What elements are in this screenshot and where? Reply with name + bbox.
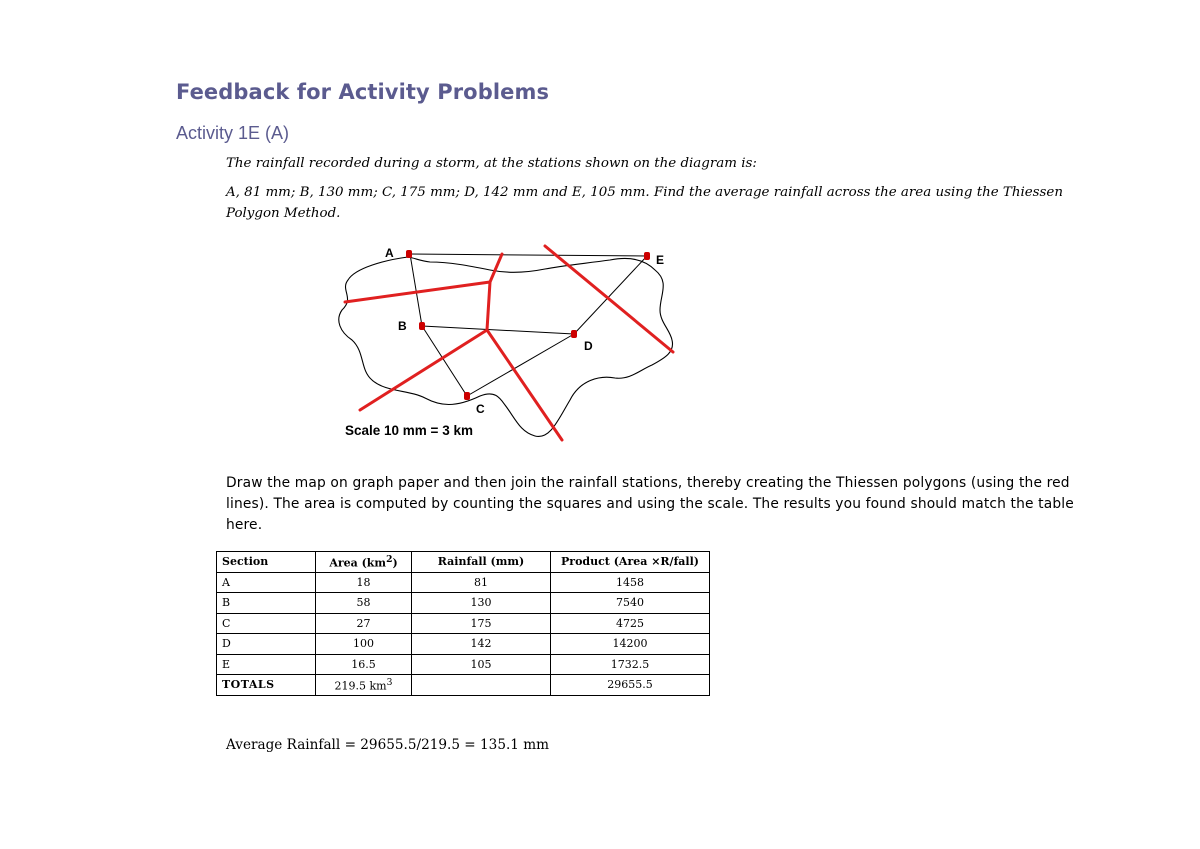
station-b-label: B	[398, 319, 407, 333]
catchment-boundary	[339, 257, 673, 437]
station-d-label: D	[584, 339, 593, 353]
table-header-row	[217, 552, 710, 573]
station-a-label: A	[385, 246, 394, 260]
average-rainfall-result: Average Rainfall = 29655.5/219.5 = 135.1 mm	[226, 737, 550, 753]
cell-rainfall: 175	[412, 613, 551, 634]
cell-area: 27	[316, 613, 412, 634]
cell-product: 7540	[551, 593, 710, 614]
problem-statement-line2: A, 81 mm; B, 130 mm; C, 175 mm; D, 142 mm and E, 105 mm. Find the average rainfall across the area using the Thiessen Polygon Method.	[226, 185, 1063, 221]
header-area: Area $(km^2)$	[316, 552, 412, 573]
station-e-label: E	[656, 253, 665, 267]
station-c-label: C	[476, 402, 485, 416]
cell-section: E	[217, 654, 316, 675]
table-row	[217, 654, 710, 675]
table-row	[217, 634, 710, 655]
header-section: Section	[217, 552, 316, 573]
station-c-marker	[464, 392, 470, 400]
cell-area: 58	[316, 593, 412, 614]
station-b-marker	[419, 322, 425, 330]
cell-product: 1732.5	[551, 654, 710, 675]
problem-statement-line1: The rainfall recorded during a storm, at the stations shown on the diagram is:	[226, 156, 757, 171]
cell-section: C	[217, 613, 316, 634]
table-row	[217, 593, 710, 614]
table-row	[217, 572, 710, 593]
header-product: Product (Area ×R/fall)	[551, 552, 710, 573]
instructions-paragraph: Draw the map on graph paper and then join the rainfall stations, thereby creating the Thiessen polygons (using the red lines). The area is computed by counting the squares and using the scale. The results you found should match the table here.	[226, 475, 1074, 533]
scale-label: Scale 10 mm = 3 km	[345, 423, 473, 438]
cell-area: 16.5	[316, 654, 412, 675]
cell-area: 18	[316, 572, 412, 593]
header-rainfall: Rainfall (mm)	[412, 552, 551, 573]
totals-area: 219.5 $km^3$	[316, 675, 412, 696]
station-e-marker	[644, 252, 650, 260]
station-connections	[410, 254, 647, 396]
cell-section: D	[217, 634, 316, 655]
cell-product: 4725	[551, 613, 710, 634]
cell-rainfall: 142	[412, 634, 551, 655]
thiessen-polygon-diagram	[330, 240, 690, 450]
totals-product: 29655.5	[551, 675, 710, 696]
cell-rainfall: 130	[412, 593, 551, 614]
cell-product: 14200	[551, 634, 710, 655]
station-a-marker	[406, 250, 412, 258]
table-row	[217, 613, 710, 634]
station-d-marker	[571, 330, 577, 338]
totals-label: TOTALS	[217, 675, 316, 696]
cell-section: B	[217, 593, 316, 614]
cell-section: A	[217, 572, 316, 593]
table-totals-row	[217, 675, 710, 696]
results-table	[216, 551, 710, 696]
cell-area: 100	[316, 634, 412, 655]
cell-product: 1458	[551, 572, 710, 593]
cell-rainfall: 105	[412, 654, 551, 675]
page-title: Feedback for Activity Problems	[176, 80, 550, 104]
totals-rainfall	[412, 675, 551, 696]
cell-rainfall: 81	[412, 572, 551, 593]
activity-subtitle: Activity 1E (A)	[176, 123, 290, 143]
